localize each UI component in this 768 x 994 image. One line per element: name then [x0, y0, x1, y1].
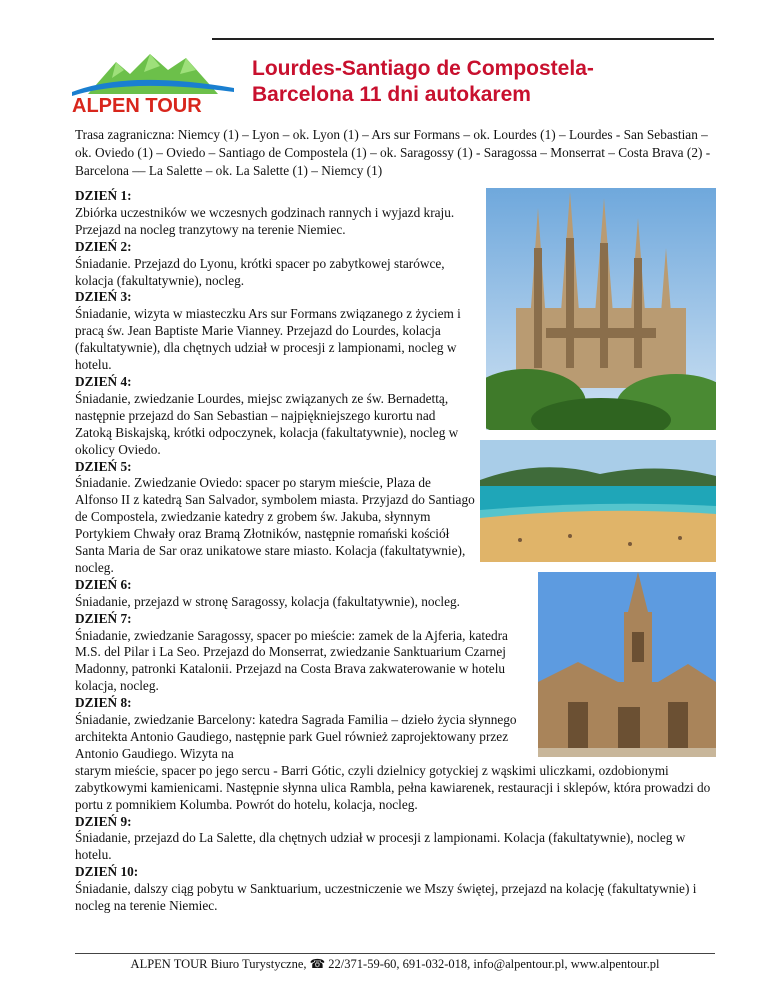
header-rule [212, 38, 714, 40]
day-description: Śniadanie, dalszy ciąg pobytu w Sanktuarium, uczestniczenie we Mszy świętej, przejazd na kolację (fakultatywnie) i nocleg na terenie Niemiec. [75, 881, 697, 914]
logo-wordmark: ALPEN TOUR [72, 95, 202, 116]
day-3 [75, 289, 475, 374]
day-heading: DZIEŃ 4: [75, 373, 132, 389]
day-heading: DZIEŃ 6: [75, 576, 132, 592]
title-line-1: Lourdes-Santiago de Compostela- [252, 57, 594, 80]
page-title [252, 56, 732, 108]
day-heading: DZIEŃ 5: [75, 458, 132, 474]
day-heading: DZIEŃ 1: [75, 188, 132, 203]
day-description: Śniadanie, zwiedzanie Lourdes, miejsc związanych ze św. Bernadettą, następnie przejazd do San Sebastian – najpiękniejszego kurortu nad Zatoką Biskajską, krótki odpoczynek, kolacja (fakultatywnie), nocleg w okolicy Oviedo. [75, 390, 459, 457]
day-description: Śniadanie, wizyta w miasteczku Ars sur Formans związanego z życiem i pracą św. Jean Baptiste Marie Vianney. Przejazd do Lourdes, kolacja (fakultatywnie), dla chętnych udział w procesji z lampionami, nocleg w hotelu. [75, 306, 461, 373]
day-description: Śniadanie. Przejazd do Lyonu, krótki spacer po zabytkowej starówce, kolacja (fakultatywnie), nocleg. [75, 255, 445, 288]
sagrada-familia-photo [486, 188, 716, 430]
day-heading: DZIEŃ 7: [75, 610, 132, 626]
day-heading: DZIEŃ 9: [75, 813, 132, 829]
day-heading: DZIEŃ 8: [75, 695, 132, 711]
footer-contact: ALPEN TOUR Biuro Turystyczne, ☎ 22/371-59-60, 691-032-018, info@alpentour.pl, www.alpentour.pl [130, 957, 660, 971]
day-heading: DZIEŃ 2: [75, 238, 132, 254]
day-10 [75, 864, 715, 915]
day-7 [75, 611, 535, 696]
day-4 [75, 374, 475, 459]
day-description: Śniadanie, przejazd do La Salette, dla chętnych udział w procesji z lampionami. Kolacja (fakultatywnie), nocleg w hotelu. [75, 830, 686, 863]
title-line-2: Barcelona 11 dni autokarem [252, 83, 531, 106]
day-description-part-2: starym mieście, spacer po jego sercu - Barri Gótic, czyli dzielnicy gotyckiej z wąskimi uliczkami, ozdobionymi zabytkowymi kamienicami. Następnie słynna ulica Rambla, pełna kawiarenek, restauracji i sklepów, która prowadzi do portu z pomnikiem Kolumba. Powrót do hotelu, kolacja, nocleg. [75, 762, 711, 812]
day-9 [75, 814, 715, 865]
day-heading: DZIEŃ 10: [75, 864, 139, 880]
day-description-part-1: Śniadanie, zwiedzanie Barcelony: katedra Sagrada Familia – dzieło życia słynnego architekta Antonio Gaudiego, następnie park Guel również zaprojektowany przez Antonio Gaudiego. Wizyta na [75, 712, 517, 761]
footer-rule [75, 953, 715, 954]
day-2 [75, 239, 475, 290]
day-heading: DZIEŃ 3: [75, 289, 132, 305]
alpen-tour-logo [68, 48, 238, 116]
day-description: Śniadanie, przejazd w stronę Saragossy, kolacja (fakultatywnie), nocleg. [75, 593, 460, 609]
day-description: Śniadanie, zwiedzanie Saragossy, spacer po mieście: zamek de la Ajferia, katedra M.S. del Pilar i La Seo. Przejazd do Monserrat, zwiedzanie Sanktuarium Czarnej Madonny, patronki Katalonii. Przejazd na Costa Brava zakwaterowanie w hotelu kolacja, nocleg. [75, 627, 508, 694]
day-1 [75, 188, 475, 239]
day-5 [75, 459, 475, 577]
route-paragraph: Trasa zagraniczna: Niemcy (1) – Lyon – ok. Lyon (1) – Ars sur Formans – ok. Lourdes (1) – Lourdes - San Sebastian – ok. Oviedo (1) – Oviedo – Santiago de Compostela (1) – ok. Saragossy (1) - Saragossa – Monserrat – Costa Brava (2) - Barcelona –– La Salette – ok. La Salette (1) – Niemcy (1) [75, 127, 711, 178]
day-description: Zbiórka uczestników we wczesnych godzinach rannych i wyjazd kraju. Przejazd na nocleg tranzytowy na terenie Niemiec. [75, 204, 455, 237]
san-sebastian-beach-photo [480, 440, 716, 562]
day-description: Śniadanie. Zwiedzanie Oviedo: spacer po starym mieście, Plaza de Alfonso II z katedrą San Salvador, symbolem miasta. Przyjazd do Santiago de Compostela, zwiedzanie katedry z grobem św. Jakuba, słynnym Portykiem Chwały oraz Bramą Złotników, następnie romański kościół Santa Maria de Sar oraz unikatowe stare miasto. Kolacja (fakultatywnie), nocleg. [75, 475, 475, 575]
day-6 [75, 577, 475, 611]
oviedo-cathedral-photo [538, 572, 716, 757]
